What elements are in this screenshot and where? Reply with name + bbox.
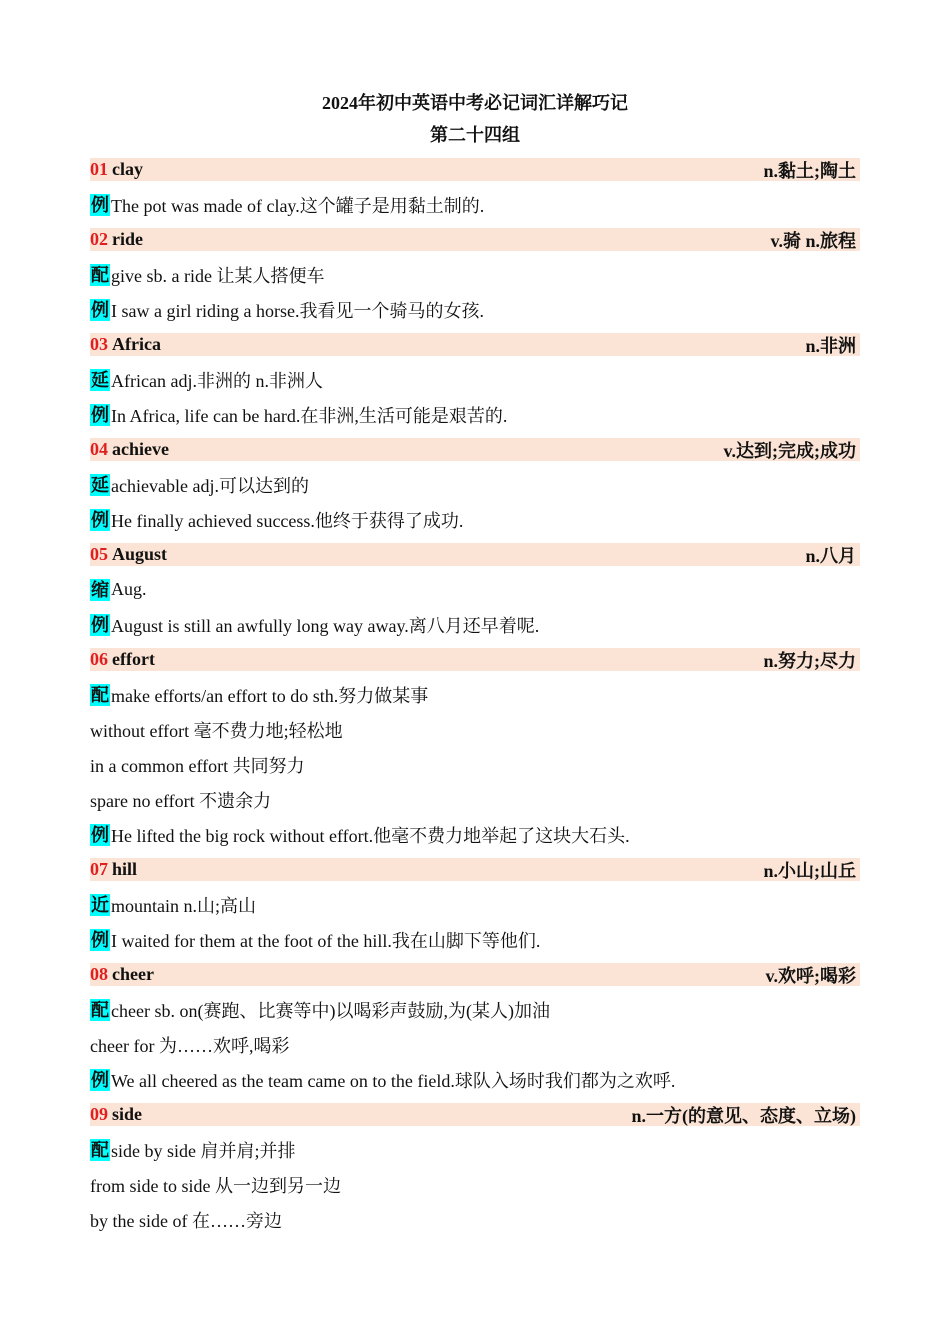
line-text: Aug. [111, 579, 147, 599]
entry-header [90, 1103, 860, 1126]
entry-meaning: v.达到;完成;成功 [723, 440, 856, 461]
entry-number: 01 [90, 159, 108, 179]
entry-header [90, 648, 860, 671]
entry-meaning: v.骑 n.旅程 [770, 230, 856, 251]
line-text: He finally achieved success.他终于获得了成功. [111, 510, 464, 531]
line-text: cheer sb. on(赛跑、比赛等中)以喝彩声鼓励,为(某人)加油 [111, 1000, 550, 1021]
entry-number: 07 [90, 859, 108, 879]
line-text: cheer for 为……欢呼,喝彩 [90, 1035, 290, 1056]
line-text: African adj.非洲的 n.非洲人 [111, 370, 323, 391]
entry-word: August [112, 544, 168, 564]
line-text: from side to side 从一边到另一边 [90, 1175, 341, 1196]
tag-badge: 例 [91, 1069, 109, 1090]
tag-badge: 例 [91, 824, 109, 845]
entry-line [90, 187, 860, 222]
tag-badge: 近 [91, 894, 109, 915]
line-text: spare no effort 不遗余力 [90, 790, 272, 811]
line-text: I waited for them at the foot of the hill.我在山脚下等他们. [111, 930, 541, 951]
entry-number: 04 [90, 439, 108, 459]
entry-line [90, 887, 860, 922]
entry-line [90, 1202, 860, 1237]
entry-line [90, 502, 860, 537]
entry-line [90, 747, 860, 782]
entry-meaning: v.欢呼;喝彩 [765, 965, 856, 986]
tag-badge: 例 [91, 194, 109, 215]
tag-badge: 例 [91, 614, 109, 635]
entry-line [90, 712, 860, 747]
line-text: The pot was made of clay.这个罐子是用黏土制的. [111, 195, 485, 216]
line-text: in a common effort 共同努力 [90, 755, 305, 776]
entry-line [90, 1132, 860, 1167]
line-text: give sb. a ride 让某人搭便车 [111, 265, 325, 286]
entry-number: 05 [90, 544, 108, 564]
entry-number: 03 [90, 334, 108, 354]
tag-badge: 配 [91, 264, 109, 285]
entry-meaning: n.一方(的意见、态度、立场) [631, 1105, 856, 1126]
entry-line [90, 292, 860, 327]
entry-header [90, 963, 860, 986]
tag-badge: 例 [91, 509, 109, 530]
line-text: side by side 肩并肩;并排 [111, 1140, 296, 1161]
tag-badge: 例 [91, 299, 109, 320]
entry-word: achieve [112, 439, 169, 459]
entry-line [90, 1027, 860, 1062]
group-subtitle: 第二十四组 [430, 125, 520, 145]
line-text: make efforts/an effort to do sth.努力做某事 [111, 685, 429, 706]
entry-header [90, 858, 860, 881]
entry-word: effort [112, 649, 155, 669]
entry-meaning: n.八月 [805, 545, 856, 566]
line-text: August is still an awfully long way away.离八月还早着呢. [111, 615, 540, 636]
entry-header [90, 438, 860, 461]
entry-word: side [112, 1104, 143, 1124]
entry-word: cheer [112, 964, 154, 984]
tag-badge: 配 [91, 1139, 109, 1160]
tag-badge: 例 [91, 929, 109, 950]
entry-header [90, 333, 860, 356]
entry-line [90, 1062, 860, 1097]
entry-word: clay [112, 159, 143, 179]
entry-meaning: n.小山;山丘 [763, 860, 856, 881]
entry-number: 06 [90, 649, 108, 669]
entry-line [90, 572, 860, 607]
line-text: He lifted the big rock without effort.他毫不费力地举起了这块大石头. [111, 825, 630, 846]
tag-badge: 例 [91, 404, 109, 425]
tag-badge: 延 [91, 369, 109, 390]
tag-badge: 缩 [91, 579, 109, 600]
entry-header [90, 543, 860, 566]
line-text: achievable adj.可以达到的 [111, 475, 309, 496]
entry-line [90, 922, 860, 957]
entry-meaning: n.黏土;陶土 [763, 160, 856, 181]
tag-badge: 配 [91, 684, 109, 705]
entry-line [90, 467, 860, 502]
tag-badge: 延 [91, 474, 109, 495]
line-text: without effort 毫不费力地;轻松地 [90, 720, 343, 741]
line-text: by the side of 在……旁边 [90, 1210, 282, 1231]
entry-line [90, 257, 860, 292]
entry-line [90, 677, 860, 712]
entry-header [90, 158, 860, 181]
entry-meaning: n.努力;尽力 [763, 650, 856, 671]
entry-header [90, 228, 860, 251]
entry-line [90, 607, 860, 642]
entry-line [90, 397, 860, 432]
entry-line [90, 817, 860, 852]
entry-number: 08 [90, 964, 108, 984]
entry-word: ride [112, 229, 143, 249]
entry-line [90, 362, 860, 397]
entry-word: hill [112, 859, 138, 879]
entry-meaning: n.非洲 [805, 335, 856, 356]
line-text: mountain n.山;高山 [111, 895, 256, 916]
entry-line [90, 1167, 860, 1202]
line-text: We all cheered as the team came on to the field.球队入场时我们都为之欢呼. [111, 1070, 676, 1091]
document-title: 2024年初中英语中考必记词汇详解巧记 [322, 93, 628, 113]
entry-number: 02 [90, 229, 108, 249]
entry-number: 09 [90, 1104, 108, 1124]
entry-line [90, 782, 860, 817]
tag-badge: 配 [91, 999, 109, 1020]
line-text: In Africa, life can be hard.在非洲,生活可能是艰苦的. [111, 405, 508, 426]
line-text: I saw a girl riding a horse.我看见一个骑马的女孩. [111, 300, 484, 321]
entry-word: Africa [112, 334, 161, 354]
document-page [90, 88, 860, 1237]
entry-line [90, 992, 860, 1027]
